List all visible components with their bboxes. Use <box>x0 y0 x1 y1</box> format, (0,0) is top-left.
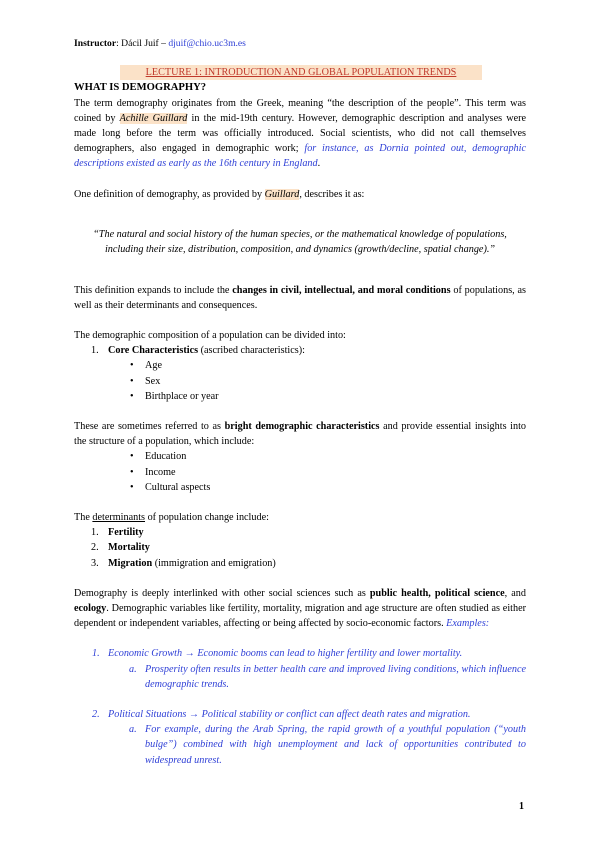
highlight-name: Achille Guillard <box>119 112 188 124</box>
blue-note: for instance, as Dornia pointed out, demographic descriptions existed as early as the 16th century in England <box>74 143 526 170</box>
list-item: 1. Economic Growth → Economic booms can lead to higher fertility and lower mortality. <box>92 648 463 660</box>
expands-paragraph: This definition expands to include the changes in civil, intellectual, and moral conditions of populations, as well as their determinants and consequences. <box>74 284 527 311</box>
lecture-title: LECTURE 1: INTRODUCTION AND GLOBAL POPULATION TRENDS <box>120 65 482 80</box>
list-item: • Education <box>74 449 526 464</box>
instructor-email-link[interactable]: djuif@chio.uc3m.es <box>168 38 246 49</box>
instructor-label: Instructor <box>74 38 117 49</box>
list-item: • Sex <box>74 374 526 389</box>
definition-intro: One definition of demography, as provided by Guillard, describes it as: <box>74 188 365 200</box>
list-item: 3. Migration (immigration and emigration) <box>91 557 276 569</box>
interlinked-paragraph: Demography is deeply interlinked with other social sciences such as public health, political science, and ecology. Demographic variables like fertility, mortality, migration and age structure are often studied as either dependent or independent variables, affecting or being affected by socio-economic factors. Examples: <box>74 587 526 630</box>
document-page <box>74 36 526 768</box>
list-item: • Birthplace or year <box>74 389 526 404</box>
composition-paragraph: The demographic composition of a population can be divided into: <box>74 330 346 342</box>
list-item: • Income <box>74 465 526 480</box>
sub-item: a. Prosperity often results in better health care and improved living conditions, which influence demographic trends. <box>129 663 526 690</box>
bright-paragraph: These are sometimes referred to as bright demographic characteristics and provide essential insights into the structure of a population, which include: <box>74 421 526 448</box>
sub-item: a. For example, during the Arab Spring, the rapid growth of a youthful population (“youth bulge”) combined with high unemployment and lack of opportunities contributed to widespread unrest. <box>129 724 526 766</box>
definition-quote: “The natural and social history of the human species, or the mathematical knowledge of populations, including their size, distribution, composition, and dynamics (growth/decline, spatial change).” <box>93 229 507 256</box>
list-item: 1. Fertility <box>91 527 144 539</box>
list-item: 1. Core Characteristics (ascribed characteristics): <box>91 345 305 357</box>
instructor-line <box>74 36 526 51</box>
bright-items <box>74 449 526 495</box>
list-item: • Age <box>74 358 526 373</box>
list-item: • Cultural aspects <box>74 480 526 495</box>
list-item: 2. Mortality <box>91 542 150 554</box>
core-items <box>74 358 526 404</box>
intro-paragraph: The term demography originates from the Greek, meaning “the description of the people”. This term was coined by Achille Guillard in the mid-19th century. However, demographic description and analyses were made long before the term was officially introduced. Social scientists, who did not call themselves demographers, also engaged in demographic work; for instance, as Dornia pointed out, demographic descriptions existed as early as the 16th century in England. <box>74 97 527 170</box>
section-heading: WHAT IS DEMOGRAPHY? <box>74 82 207 94</box>
examples-list <box>74 707 526 722</box>
determinants-list <box>74 525 526 571</box>
instructor-name: : Dácil Juif – <box>116 38 169 49</box>
list-item: 2. Political Situations → Political stability or conflict can affect death rates and migration. <box>92 709 471 721</box>
examples-list <box>74 646 526 661</box>
core-list <box>74 343 526 358</box>
determinants-paragraph: The determinants of population change include: <box>74 512 269 524</box>
highlight-name: Guillard <box>264 188 300 200</box>
page-number: 1 <box>519 801 524 812</box>
